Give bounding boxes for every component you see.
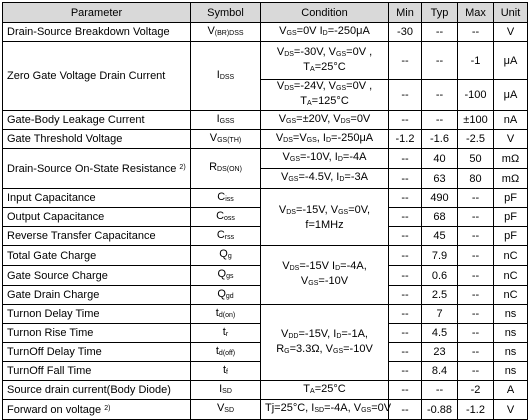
cell-parameter xyxy=(3,149,191,189)
header-min: Min xyxy=(389,3,422,23)
table-row xyxy=(3,246,528,266)
cell-max: -- xyxy=(458,189,494,208)
cell-typ: 4.5 xyxy=(422,324,458,343)
cell-unit: ns xyxy=(494,305,528,324)
cell-max: ±100 xyxy=(458,111,494,130)
header-max: Max xyxy=(458,3,494,23)
parameter-text: Zero Gate Voltage Drain Current xyxy=(7,70,166,82)
parameter-text: Turnon Rise Time xyxy=(7,327,94,339)
cell-min: -- xyxy=(389,266,422,286)
parameter-text: Source drain current(Body Diode) xyxy=(7,384,171,396)
cell-unit: μA xyxy=(494,42,528,80)
cell-max: -1.2 xyxy=(458,400,494,420)
symbol-text: t xyxy=(222,325,226,338)
cell-min: -- xyxy=(389,324,422,343)
cell-parameter xyxy=(3,324,191,343)
cell-condition: $V_{DS}=-15V$ $I_D=-4A$, $V_{GS}=-10V$ xyxy=(261,246,389,305)
cell-unit: V xyxy=(494,400,528,420)
symbol-subscript: oss xyxy=(224,214,235,222)
cell-condition: Tj=25°C, $I_{SD}=-4A$, $V_{GS}=0V$ xyxy=(261,400,389,420)
symbol-text: I xyxy=(219,382,223,395)
table-row xyxy=(3,305,528,324)
cell-condition: $V_{DS}=-15V$, $V_{GS}=0V$, f=1MHz xyxy=(261,189,389,246)
header-condition: Condition xyxy=(261,3,389,23)
cell-unit: pF xyxy=(494,189,528,208)
symbol-subscript: g xyxy=(227,253,232,260)
cell-typ: -- xyxy=(422,80,458,111)
symbol-subscript: (BR)DSS xyxy=(214,29,244,37)
cell-parameter xyxy=(3,23,191,42)
table-row xyxy=(3,23,528,42)
parameter-text: Total Gate Charge xyxy=(7,249,97,262)
cell-symbol xyxy=(191,324,261,343)
cell-parameter xyxy=(3,189,191,208)
cell-min: -- xyxy=(389,111,422,130)
symbol-text: I xyxy=(216,68,220,81)
cell-unit: mΩ xyxy=(494,169,528,189)
table-row xyxy=(3,149,528,169)
parameter-text: Reverse Transfer Capacitance xyxy=(7,230,156,242)
parameter-note: 2) xyxy=(179,164,186,171)
symbol-text: Q xyxy=(217,268,227,280)
parameter-text: Input Capacitance xyxy=(7,192,96,204)
cell-parameter xyxy=(3,111,191,130)
symbol-subscript: d(on) xyxy=(218,311,236,319)
cell-condition: $V_{GS}=-10V$, $I_D=-4A$ xyxy=(261,149,389,169)
cell-parameter xyxy=(3,246,191,266)
cell-max: -- xyxy=(458,362,494,381)
symbol-subscript: r xyxy=(225,330,229,338)
cell-condition: $T_A=25^\circ C$ xyxy=(261,381,389,400)
symbol-text: Q xyxy=(219,248,228,260)
cell-max: -- xyxy=(458,324,494,343)
cell-typ: 45 xyxy=(422,227,458,246)
cell-parameter xyxy=(3,286,191,305)
cell-unit: nC xyxy=(494,286,528,305)
cell-min: -- xyxy=(389,169,422,189)
cell-typ: 0.6 xyxy=(422,266,458,286)
cell-parameter xyxy=(3,400,191,420)
symbol-subscript: f xyxy=(226,368,228,376)
cell-max: -- xyxy=(458,246,494,266)
cell-unit: V xyxy=(494,23,528,42)
cell-max: -- xyxy=(458,343,494,362)
cell-min: -- xyxy=(389,400,422,420)
cell-parameter xyxy=(3,208,191,227)
cell-max: -100 xyxy=(458,80,494,111)
cell-symbol xyxy=(191,286,261,305)
cell-parameter xyxy=(3,266,191,286)
parameter-text: Output Capacitance xyxy=(7,211,105,223)
cell-unit: nC xyxy=(494,246,528,266)
symbol-text: I xyxy=(216,112,220,125)
header-symbol: Symbol xyxy=(191,3,261,23)
cell-symbol xyxy=(191,343,261,362)
symbol-text: R xyxy=(209,161,218,173)
cell-min: -- xyxy=(389,208,422,227)
parameter-text: TurnOff Delay Time xyxy=(7,346,102,358)
parameter-text: Turnon Delay Time xyxy=(7,308,100,320)
cell-symbol xyxy=(191,130,261,149)
cell-symbol xyxy=(191,208,261,227)
cell-unit: mΩ xyxy=(494,149,528,169)
cell-typ: 2.5 xyxy=(422,286,458,305)
cell-typ: 68 xyxy=(422,208,458,227)
cell-symbol xyxy=(191,266,261,286)
cell-min: -- xyxy=(389,381,422,400)
cell-condition: $V_{GS}=0V$ $I_D=-250\mu A$ xyxy=(261,23,389,42)
cell-typ: -1.6 xyxy=(422,130,458,149)
symbol-subscript: iss xyxy=(225,195,234,203)
symbol-subscript: SD xyxy=(224,407,235,414)
parameter-text: Gate Threshold Voltage xyxy=(7,133,123,145)
cell-min: -- xyxy=(389,246,422,266)
cell-min: -- xyxy=(389,80,422,111)
cell-max: -- xyxy=(458,23,494,42)
cell-typ: -- xyxy=(422,111,458,130)
header-unit: Unit xyxy=(494,3,528,23)
cell-typ: 7 xyxy=(422,305,458,324)
symbol-subscript: d(off) xyxy=(218,349,236,357)
cell-condition: $V_{GS}=-4.5V$, $I_D=-3A$ xyxy=(261,169,389,189)
parameter-note: 2) xyxy=(104,405,111,412)
cell-symbol xyxy=(191,305,261,324)
cell-parameter xyxy=(3,42,191,111)
cell-max: -1 xyxy=(458,42,494,80)
symbol-subscript: gd xyxy=(225,292,234,300)
cell-symbol xyxy=(191,227,261,246)
cell-parameter xyxy=(3,130,191,149)
cell-unit: ns xyxy=(494,362,528,381)
cell-typ: 23 xyxy=(422,343,458,362)
cell-unit: ns xyxy=(494,324,528,343)
symbol-subscript: SD xyxy=(222,387,232,395)
cell-symbol xyxy=(191,23,261,42)
cell-max: 50 xyxy=(458,149,494,169)
cell-typ: -- xyxy=(422,23,458,42)
symbol-text: Q xyxy=(217,287,226,300)
table-row xyxy=(3,42,528,80)
parameter-text: Forward on voltage xyxy=(7,404,102,416)
cell-symbol xyxy=(191,362,261,381)
symbol-subscript: GSS xyxy=(219,117,235,125)
cell-unit: nC xyxy=(494,266,528,286)
cell-symbol xyxy=(191,42,261,111)
cell-unit: μA xyxy=(494,80,528,111)
symbol-text: t xyxy=(215,306,219,319)
symbol-text: C xyxy=(217,190,226,203)
cell-typ: -- xyxy=(422,381,458,400)
symbol-text: V xyxy=(207,24,215,37)
cell-symbol xyxy=(191,246,261,266)
cell-condition: $V_{DS}=-24V$, $V_{GS}=0V$ , $T_A=125^\circ C$ xyxy=(261,80,389,111)
cell-min: -- xyxy=(389,189,422,208)
cell-min: -- xyxy=(389,42,422,80)
symbol-text: t xyxy=(222,363,227,376)
cell-min: -- xyxy=(389,286,422,305)
cell-parameter xyxy=(3,362,191,381)
parameter-text: Gate-Body Leakage Current xyxy=(7,114,145,126)
cell-max: -- xyxy=(458,286,494,305)
cell-condition: $V_{DD}=-15V$, $I_D=-1A$, $R_G=3.3\Omega$, $V_{GS}=-10V$ xyxy=(261,305,389,381)
cell-condition: $V_{GS}=\pm 20V$, $V_{DS}=0V$ xyxy=(261,111,389,130)
cell-typ: 63 xyxy=(422,169,458,189)
spec-table xyxy=(2,2,528,420)
cell-condition: $V_{DS}=-30V$, $V_{GS}=0V$ , $T_A=25^\circ C$ xyxy=(261,42,389,80)
table-row xyxy=(3,400,528,420)
symbol-text: t xyxy=(215,344,219,357)
cell-typ: 490 xyxy=(422,189,458,208)
cell-max: -- xyxy=(458,227,494,246)
cell-min: -30 xyxy=(389,23,422,42)
cell-typ: 7.9 xyxy=(422,246,458,266)
symbol-subscript: GS(TH) xyxy=(217,136,242,144)
cell-min: -- xyxy=(389,305,422,324)
parameter-text: Gate Drain Charge xyxy=(7,289,100,301)
cell-parameter xyxy=(3,381,191,400)
cell-min: -- xyxy=(389,362,422,381)
cell-min: -- xyxy=(389,149,422,169)
cell-min: -- xyxy=(389,227,422,246)
cell-unit: pF xyxy=(494,208,528,227)
table-row xyxy=(3,189,528,208)
cell-unit: ns xyxy=(494,343,528,362)
cell-parameter xyxy=(3,305,191,324)
cell-symbol xyxy=(191,400,261,420)
cell-unit: A xyxy=(494,381,528,400)
header-typ: Typ xyxy=(422,3,458,23)
cell-parameter xyxy=(3,343,191,362)
cell-symbol xyxy=(191,381,261,400)
table-row xyxy=(3,130,528,149)
symbol-subscript: gs xyxy=(226,273,234,280)
cell-max: -- xyxy=(458,266,494,286)
cell-symbol xyxy=(191,189,261,208)
table-row xyxy=(3,111,528,130)
cell-max: 80 xyxy=(458,169,494,189)
parameter-text: Gate Source Charge xyxy=(7,269,108,282)
parameter-text: Drain-Source Breakdown Voltage xyxy=(7,26,170,38)
cell-unit: pF xyxy=(494,227,528,246)
cell-condition: $V_{DS}=V_{GS}$, $I_D=-250\mu A$ xyxy=(261,130,389,149)
symbol-subscript: rss xyxy=(224,233,235,241)
header-parameter: Parameter xyxy=(3,3,191,23)
cell-symbol xyxy=(191,111,261,130)
symbol-text: V xyxy=(209,131,218,144)
cell-unit: V xyxy=(494,130,528,149)
symbol-text: V xyxy=(216,402,225,414)
cell-max: -- xyxy=(458,305,494,324)
cell-min: -- xyxy=(389,343,422,362)
cell-typ: -- xyxy=(422,42,458,80)
cell-typ: 40 xyxy=(422,149,458,169)
cell-typ: 8.4 xyxy=(422,362,458,381)
cell-unit: nA xyxy=(494,111,528,130)
cell-max: -- xyxy=(458,208,494,227)
parameter-text: TurnOff Fall Time xyxy=(7,365,92,377)
cell-max: -2 xyxy=(458,381,494,400)
symbol-text: C xyxy=(216,209,225,222)
parameter-text: Drain-Source On-State Resistance xyxy=(7,163,177,175)
symbol-subscript: DS(ON) xyxy=(217,166,242,173)
symbol-subscript: DSS xyxy=(219,73,235,81)
cell-symbol xyxy=(191,149,261,189)
cell-typ: -0.88 xyxy=(422,400,458,420)
table-body xyxy=(3,23,528,420)
cell-max: -2.5 xyxy=(458,130,494,149)
header-row xyxy=(3,3,528,23)
table-row xyxy=(3,381,528,400)
symbol-text: C xyxy=(216,228,225,241)
cell-parameter xyxy=(3,227,191,246)
cell-min: -1.2 xyxy=(389,130,422,149)
